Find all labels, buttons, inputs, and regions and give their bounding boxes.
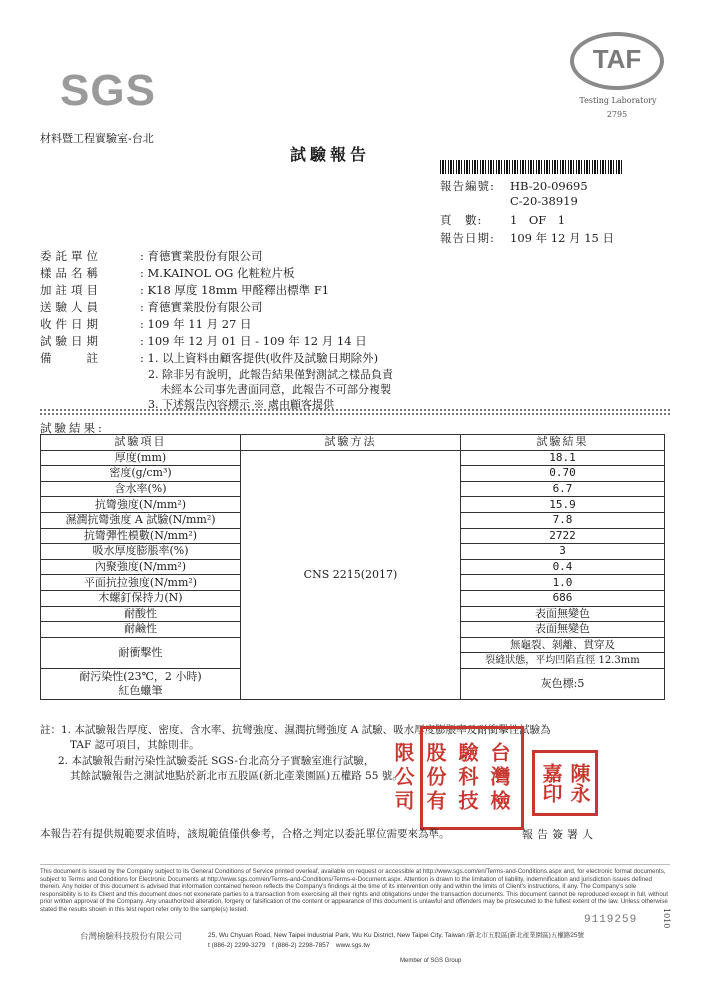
signer-seal: 陳永嘉印: [532, 750, 598, 816]
footnote-2b: 其餘試驗報告之測試地點於新北市五股區(新北產業園區)五權路 55 號。: [70, 770, 403, 782]
info-received-value: : 109 年 11 月 27 日: [140, 317, 252, 331]
taf-number: 2795: [606, 110, 628, 119]
row-item: 耐酸性: [41, 606, 241, 622]
footnote-2a: 2. 本試驗報告耐污染性試驗委託 SGS-台北高分子實驗室進行試驗，: [58, 755, 375, 767]
taf-logo-text: TAF: [592, 44, 642, 74]
taf-subtitle: Testing Laboratory: [579, 96, 657, 105]
row-item: 平面抗拉強度(N/mm²): [41, 575, 241, 591]
impact-result-2: 裂縫狀態，平均凹陷直徑 12.3mm: [461, 653, 665, 669]
row-result: 3: [461, 544, 665, 560]
row-result: 18.1: [461, 450, 665, 466]
info-remark-1: : 1. 以上資料由顧客提供(收件及試驗日期除外): [140, 351, 379, 365]
info-remark-label: 備 註: [40, 351, 102, 365]
row-result: 6.7: [461, 481, 665, 497]
report-number: [440, 178, 588, 194]
footer-address: 25, Wu Chyuan Road, New Taipei Industrial Park, Wu Ku District, New Taipei City, Taiwan /新北市五股區(新北產業園區)五權路25號: [208, 932, 585, 939]
page-title: 試驗報告: [290, 145, 371, 164]
results-label: 試驗結果:: [40, 421, 105, 435]
row-result: 686: [461, 590, 665, 606]
row-result: 15.9: [461, 497, 665, 513]
stain-item-2: 紅色蠟筆: [118, 683, 163, 697]
report-number-label: 報告編號:: [440, 179, 495, 193]
report-date-label: 報告日期:: [440, 231, 495, 245]
company-seal: 台灣檢驗科技股份有限公司: [420, 726, 524, 830]
info-sample-label: 樣品名稱: [40, 266, 102, 280]
info-test-date: [40, 333, 367, 349]
row-item: 厚度(mm): [41, 450, 241, 466]
info-test-date-value: : 109 年 12 月 01 日 - 109 年 12 月 14 日: [140, 334, 367, 348]
row-item: 密度(g/cm³): [41, 466, 241, 482]
info-received: [40, 316, 252, 332]
row-item: 耐鹼性: [41, 622, 241, 638]
side-code: 1010: [662, 908, 671, 929]
report-number-value: HB-20-09695: [510, 179, 588, 193]
results-table: [40, 434, 665, 700]
lab-name: 材料暨工程實驗室-台北: [40, 132, 154, 145]
row-item: 濕潤抗彎強度 A 試驗(N/mm²): [41, 512, 241, 528]
footer-divider: [40, 864, 670, 865]
footer-company: 台灣檢驗科技股份有限公司: [80, 932, 183, 942]
info-client-label: 委託單位: [40, 249, 102, 263]
sgs-logo: SGS: [60, 66, 156, 115]
info-extra-label: 加註項目: [40, 283, 102, 297]
row-item: 吸水厚度膨脹率(%): [41, 544, 241, 560]
impact-item: 耐衝擊性: [41, 637, 241, 668]
info-client: [40, 248, 263, 264]
col-header-item: 試驗項目: [41, 435, 241, 451]
footer-phone: t (886-2) 2299-3279 f (886-2) 2298-7857 www.sgs.tw: [208, 942, 370, 949]
info-remark-3: 3. 下述報告內容標示 ※ 處由顧客提供: [148, 398, 334, 411]
impact-result-1: 無龜裂、剝離、貫穿及: [461, 637, 665, 653]
col-header-method: 試驗方法: [241, 435, 461, 451]
info-sample-value: : M.KAINOL OG 化粧粒片板: [140, 266, 295, 280]
report-signer: 報告簽署人: [522, 828, 597, 841]
stain-item-1: 耐污染性(23℃，2 小時): [79, 669, 202, 683]
divider-bottom: [40, 413, 670, 415]
row-item: 抗彎強度(N/mm²): [41, 497, 241, 513]
info-remark-2b: 未經本公司事先書面同意，此報告不可部分複製: [160, 383, 391, 396]
info-sender-label: 送驗人員: [40, 300, 102, 314]
row-item: 抗彎彈性模數(N/mm²): [41, 528, 241, 544]
row-result: 0.4: [461, 559, 665, 575]
info-extra-value: : K18 厚度 18mm 甲醛釋出標準 F1: [140, 283, 330, 297]
row-result: 0.70: [461, 466, 665, 482]
disclaimer: 本報告若有提供規範要求值時，該規範值僅供參考，合格之判定以委託單位需要來為準。: [40, 828, 450, 840]
page-count: [440, 212, 565, 228]
row-item: 木螺釘保持力(N): [41, 590, 241, 606]
footnote-1b: TAF 認可項目，其餘則非。: [70, 739, 200, 751]
footer-member: Member of SGS Group: [400, 958, 462, 964]
test-method: CNS 2215(2017): [241, 450, 461, 699]
row-item: 含水率(%): [41, 481, 241, 497]
stain-item: [41, 668, 241, 699]
taf-logo: [570, 32, 666, 128]
col-header-result: 試驗結果: [461, 435, 665, 451]
table-row: [41, 450, 665, 466]
divider-top: [40, 409, 670, 411]
info-extra: [40, 282, 329, 298]
table-header-row: [41, 435, 665, 451]
row-result: 1.0: [461, 575, 665, 591]
info-sample: [40, 265, 295, 281]
row-result: 表面無變色: [461, 622, 665, 638]
barcode: [440, 160, 624, 174]
info-received-label: 收件日期: [40, 317, 102, 331]
info-client-value: : 育德實業股份有限公司: [140, 249, 263, 263]
fine-print: This document is issued by the Company subject to its General Conditions of Service printed overleaf, available on request or accessible at http://www.sgs.com/en/Terms-and-Conditions.aspx and, for electronic format documents, subject to Terms and Conditions for Electronic Documents at http://www.sgs.com/en/Terms-and-Conditions/Terms-e-Document.aspx. Attention is drawn to the limitation of liability, indemnification and jurisdiction issues defined therein. Any holder of this document is advised that information contained hereon reflects the Company's findings at the time of its intervention only and within the limits of Client's instructions, if any. The Company's sole responsibility is to its Client and this document does not exonerate parties to a transaction from exercising all their rights and obligations under the transaction documents. This document cannot be reproduced except in full, without prior written approval of the Company. Any unauthorized alteration, forgery or falsification of the content or appearance of this document is unlawful and offenders may be prosecuted to the fullest extent of the law. Unless otherwise stated the results shown in this test report refer only to the sample(s) tested.: [40, 868, 668, 913]
info-remark-2a: 2. 除非另有說明，此報告結果僅對測試之樣品負責: [148, 368, 393, 381]
report-date: [440, 230, 614, 246]
page-count-value: 1 OF 1: [510, 213, 566, 227]
report-date-value: 109 年 12 月 15 日: [510, 231, 614, 245]
row-result: 7.8: [461, 512, 665, 528]
row-item: 內聚強度(N/mm²): [41, 559, 241, 575]
footnote-1a: 註：1. 本試驗報告厚度、密度、含水率、抗彎強度、濕潤抗彎強度 A 試驗、吸水厚度膨脹率及耐衝擊性試驗為: [40, 724, 551, 736]
stain-result: 灰色標:5: [461, 668, 665, 699]
row-result: 2722: [461, 528, 665, 544]
info-remark: [40, 350, 378, 366]
row-result: 表面無變色: [461, 606, 665, 622]
info-sender-value: : 育德實業股份有限公司: [140, 300, 263, 314]
report-number-2: C-20-38919: [510, 194, 578, 208]
page-count-label: 頁 數:: [440, 213, 483, 227]
serial-number: 9119259: [584, 914, 638, 926]
info-test-date-label: 試驗日期: [40, 334, 102, 348]
info-sender: [40, 299, 263, 315]
